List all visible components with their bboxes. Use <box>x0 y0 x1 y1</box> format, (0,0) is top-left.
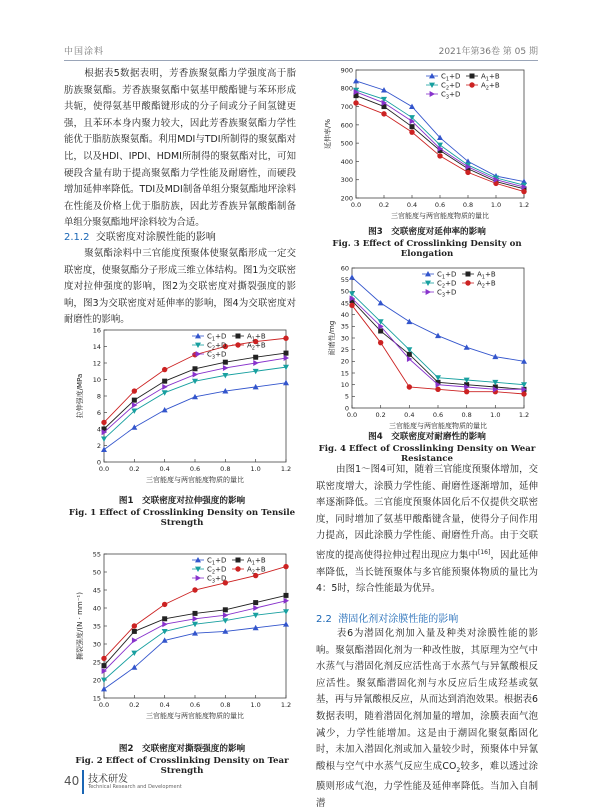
section-number: 2.1.2 <box>64 232 90 243</box>
reference-16: [16] <box>478 548 491 556</box>
x-tick-label: 0.4 <box>159 701 170 709</box>
data-point <box>132 398 137 403</box>
series-line <box>356 96 524 189</box>
x-tick-label: 0.0 <box>98 701 110 709</box>
y-tick-label: 25 <box>92 658 101 667</box>
data-point <box>437 153 442 158</box>
data-point <box>223 365 228 371</box>
series-A1+B <box>102 351 289 432</box>
legend-label: $C_3+D$ <box>207 574 227 585</box>
series-C3+D <box>102 598 289 674</box>
y-tick-label: 30 <box>92 640 101 649</box>
x-tick-label: 0.8 <box>220 701 231 709</box>
legend-label: $A_2+B$ <box>247 565 266 576</box>
figure-1-caption-en: Fig. 1 Effect of Crosslinking Density on Tensile Strength <box>68 508 296 528</box>
x-tick-label: 0.2 <box>375 411 386 419</box>
y-tick-label: 900 <box>340 66 353 75</box>
data-point <box>223 360 228 365</box>
section-heading-2-2 <box>316 610 458 625</box>
x-tick-label: 0.0 <box>98 465 110 473</box>
x-tick-label: 1.2 <box>518 411 530 419</box>
y-axis-label: 拉伸强度/MPa <box>76 373 84 419</box>
x-tick-label: 0.6 <box>434 201 446 209</box>
y-tick-label: 12 <box>92 359 101 368</box>
data-point <box>284 351 289 356</box>
y-tick-label: 30 <box>340 334 349 343</box>
data-point <box>283 336 288 341</box>
figure-1-caption-cn: 图1 交联密度对拉伸强度的影响 <box>118 496 246 506</box>
data-point <box>349 274 355 279</box>
y-tick-label: 25 <box>340 346 349 355</box>
y-axis-label: 耐磨性/mg <box>328 320 336 356</box>
data-point <box>409 104 415 109</box>
figure-3-caption-en: Fig. 3 Effect of Crosslinking Density on Elongation <box>332 239 522 259</box>
y-tick-label: 50 <box>340 287 349 296</box>
data-point <box>193 372 198 378</box>
y-tick-label: 300 <box>340 176 353 185</box>
figure-3-caption-cn: 图3 交联密度对延伸率的影响 <box>368 227 486 237</box>
y-tick-label: 15 <box>340 369 349 378</box>
y-tick-label: 40 <box>340 311 349 320</box>
data-point <box>409 129 414 134</box>
y-tick-label: 35 <box>92 622 101 631</box>
y-tick-label: 8 <box>96 392 101 401</box>
x-tick-label: 0.4 <box>406 201 418 209</box>
data-point <box>101 656 106 661</box>
y-tick-label: 10 <box>92 375 101 384</box>
left-paragraph-2-text: 聚氨酯涂料中三官能度预聚体使聚氨酯形成一定交联密度，使聚氨酯分子形成三维立体结构。图1为交联密度对拉伸强度的影响，图2为交联密度对撕裂强度的影响，图3为交联密度对延伸率的影响，图4为交联密度对耐磨性的影响。 <box>64 248 296 326</box>
data-point <box>132 402 137 408</box>
legend-marker <box>236 558 241 563</box>
figure-1-chart <box>64 322 300 490</box>
data-point <box>406 319 412 324</box>
x-axis-label: 三官能度与两官能度物质的量比 <box>389 422 487 430</box>
legend-label: $C_3+D$ <box>437 288 457 299</box>
data-point <box>131 424 137 429</box>
figure-4-chart <box>316 262 538 434</box>
y-tick-label: 2 <box>96 441 101 450</box>
data-point <box>101 447 107 452</box>
right-paragraph-1-text-b: ，因此延伸率降低，当长链预聚体与多官能预聚体物质的量比为4：5时，综合性能最为优异。 <box>316 550 538 595</box>
left-paragraph-2 <box>64 246 296 329</box>
figure-2-caption-en: Fig. 2 Effect of Crosslinking Density on Tear Strength <box>75 756 289 776</box>
x-tick-label: 0.6 <box>189 465 201 473</box>
data-point <box>283 380 289 385</box>
data-point <box>162 621 167 627</box>
section-2-2-number: 2.2 <box>316 614 332 625</box>
legend-marker <box>196 351 201 357</box>
legend-label: $A_1+B$ <box>477 270 496 281</box>
y-tick-label: 4 <box>96 425 101 434</box>
x-tick-label: 1.2 <box>280 465 292 473</box>
legend-marker <box>235 566 240 571</box>
data-point <box>101 420 106 425</box>
series-C2+D <box>101 365 289 442</box>
data-point <box>101 437 107 442</box>
data-point <box>353 78 359 83</box>
data-point <box>381 111 386 116</box>
data-point <box>253 600 258 605</box>
y-tick-label: 16 <box>92 326 101 335</box>
data-point <box>464 344 470 349</box>
data-point <box>253 605 258 611</box>
x-tick-label: 0.2 <box>378 201 390 209</box>
data-point <box>132 623 137 628</box>
data-point <box>193 611 198 616</box>
data-point <box>464 389 469 394</box>
legend-marker <box>236 334 241 339</box>
y-tick-label: 6 <box>96 408 101 417</box>
data-point <box>253 355 258 360</box>
data-point <box>378 329 383 334</box>
y-tick-label: 50 <box>92 568 101 577</box>
series-C2+D <box>349 291 527 387</box>
journal-name: 中国涂料 <box>64 47 105 57</box>
data-point <box>283 621 289 626</box>
figure-3-chart <box>316 64 538 224</box>
x-axis-label: 三官能度与两官能度物质的量比 <box>391 212 489 220</box>
data-point <box>407 384 412 389</box>
data-point <box>349 303 354 308</box>
data-point <box>521 391 526 396</box>
data-point <box>353 100 358 105</box>
right-paragraph-2-text: 表6为潜固化剂加入量及种类对涂膜性能的影响。聚氨酯潜固化剂为一种改性胺，其原理为空气中水蒸气与潜固化剂反应活性高于水蒸气与异氰酸根反应活性。聚氨酯潜固化剂与水反应后生成羟基或氨基，再与异氰酸根反应，从而达到消泡效果。根据表6数据表明，随着潜固化剂加量的增加，涂膜表面气泡减少，力学性能增加。这是由于潮固化聚氨酯固化时，未加入潜固化剂或加入量较少时，预聚体中异氰酸根与空气中水蒸气反应生成CO <box>316 628 538 772</box>
legend-label: $C_3+D$ <box>207 350 227 361</box>
y-tick-label: 20 <box>340 357 349 366</box>
data-point <box>378 340 383 345</box>
header-divider <box>64 60 538 61</box>
legend-label: $C_2+D$ <box>437 279 457 290</box>
footer-column-en: Technical Research and Development <box>88 784 182 790</box>
y-tick-label: 0 <box>344 404 349 413</box>
x-tick-label: 0.0 <box>346 411 358 419</box>
data-point <box>132 629 137 634</box>
data-point <box>223 607 228 612</box>
data-point <box>465 170 470 175</box>
x-tick-label: 0.2 <box>129 465 140 473</box>
x-tick-label: 0.0 <box>350 201 362 209</box>
data-point <box>192 587 197 592</box>
y-tick-label: 800 <box>340 84 353 93</box>
y-tick-label: 700 <box>340 102 353 111</box>
right-paragraph-1 <box>316 462 538 598</box>
x-tick-label: 1.0 <box>490 201 502 209</box>
data-point <box>102 663 107 668</box>
series-line <box>356 81 524 182</box>
right-paragraph-2 <box>316 626 538 812</box>
data-point <box>162 407 168 412</box>
y-tick-label: 600 <box>340 121 353 130</box>
x-axis-label: 三官能度与两官能度物质的量比 <box>146 712 244 720</box>
legend <box>192 556 266 584</box>
x-tick-label: 1.0 <box>250 465 261 473</box>
left-paragraph-1 <box>64 66 296 232</box>
y-tick-label: 45 <box>340 299 349 308</box>
x-tick-label: 1.2 <box>280 701 292 709</box>
y-axis-label: 延伸率/% <box>324 118 332 150</box>
series-C1+D <box>353 78 527 184</box>
x-tick-label: 0.4 <box>404 411 415 419</box>
figure-4-caption-en: Fig. 4 Effect of Crosslinking Density on Wear Resistance <box>318 444 536 464</box>
legend-label: $C_1+D$ <box>441 72 461 83</box>
y-tick-label: 15 <box>92 694 101 703</box>
series-line <box>104 383 286 450</box>
data-point <box>435 333 441 338</box>
x-tick-label: 1.0 <box>250 701 261 709</box>
legend-marker <box>196 575 201 581</box>
legend-label: $A_1+B$ <box>247 332 266 343</box>
legend-marker <box>469 82 474 87</box>
figure-4-caption-cn: 图4 交联密度对耐磨性的影响 <box>368 432 486 442</box>
x-tick-label: 0.6 <box>432 411 444 419</box>
y-axis-label: 撕裂强度/(N · mm⁻¹) <box>76 592 84 660</box>
legend-label: $C_2+D$ <box>207 565 227 576</box>
page-number: 40 <box>64 774 80 788</box>
y-tick-label: 10 <box>340 381 349 390</box>
data-point <box>410 124 415 129</box>
data-point <box>162 367 167 372</box>
y-tick-label: 200 <box>340 194 353 203</box>
data-point <box>284 593 289 598</box>
legend-label: $C_1+D$ <box>207 556 227 567</box>
legend-marker <box>465 280 470 285</box>
data-point <box>193 366 198 371</box>
legend-label: $C_2+D$ <box>441 81 461 92</box>
series-line <box>104 353 286 429</box>
data-point <box>132 637 137 643</box>
legend-label: $A_2+B$ <box>481 81 500 92</box>
data-point <box>162 629 168 634</box>
legend <box>426 72 500 100</box>
y-tick-label: 40 <box>92 604 101 613</box>
y-tick-label: 400 <box>340 157 353 166</box>
y-tick-label: 35 <box>340 322 349 331</box>
data-point <box>162 384 167 390</box>
legend-marker <box>470 74 475 79</box>
legend-marker <box>466 272 471 277</box>
legend-label: $C_1+D$ <box>437 270 457 281</box>
data-point <box>253 360 258 366</box>
legend-label: $C_2+D$ <box>207 341 227 352</box>
x-tick-label: 0.8 <box>220 465 231 473</box>
data-point <box>192 379 198 384</box>
y-tick-label: 500 <box>340 139 353 148</box>
legend-label: $A_2+B$ <box>477 279 496 290</box>
y-tick-label: 0 <box>96 458 101 467</box>
section-title: 交联密度对涂膜性能的影响 <box>95 232 216 243</box>
legend-marker <box>235 342 240 347</box>
legend-label: $A_2+B$ <box>247 341 266 352</box>
x-tick-label: 0.8 <box>461 411 472 419</box>
legend <box>422 270 496 298</box>
y-tick-label: 20 <box>92 676 101 685</box>
data-point <box>162 602 167 607</box>
data-point <box>162 616 167 621</box>
section-2-2-title: 潜固化剂对涂膜性能的影响 <box>338 614 459 625</box>
section-heading-2-1-2 <box>64 228 216 243</box>
legend-label: $A_1+B$ <box>481 72 500 83</box>
figure-2-chart <box>64 546 300 726</box>
right-paragraph-2-text-b: 较多，难以透过涂膜则形成气泡，力学性能及延伸率降低。当加入自制潜 <box>316 760 538 809</box>
data-point <box>223 612 228 618</box>
data-point <box>132 388 137 393</box>
legend-label: $A_1+B$ <box>247 556 266 567</box>
legend-marker <box>426 289 431 295</box>
y-tick-label: 14 <box>92 342 101 351</box>
x-tick-label: 0.8 <box>462 201 474 209</box>
data-point <box>435 387 440 392</box>
x-tick-label: 0.6 <box>189 701 201 709</box>
co2-subscript: 2 <box>456 766 461 774</box>
data-point <box>193 616 198 622</box>
x-tick-label: 1.0 <box>490 411 501 419</box>
data-point <box>101 686 107 691</box>
x-tick-label: 0.2 <box>129 701 140 709</box>
x-tick-label: 1.2 <box>518 201 530 209</box>
left-paragraph-1-text: 根据表5数据表明，芳香族聚氨酯力学强度高于脂肪族聚氨酯。芳香族聚氨酯中氨基甲酸酯键与苯环形成共轭，使得氨基甲酸酯键形成的分子间或分子间氢键更强，且苯环本身内聚力较大，因此芳香族聚氨酯力学性能优于脂肪族聚氨酯。利用MDI与TDI所制得的聚氨酯对比，以及HDI、IPDI、HDMI所制得的聚氨酯对比，可知硬段含量有助于提高聚氨酯力学性能及耐磨性，而硬段增加延伸率降低。TDI及MDI制备单组分聚氨酯地坪涂料在性能及价格上优于脂肪族，因此芳香族异氰酸酯制备单组分聚氨酯地坪涂料较为合适。 <box>64 68 296 229</box>
y-tick-label: 45 <box>92 586 101 595</box>
legend-marker <box>430 91 435 97</box>
issue-info: 2021年第36卷 第 05 期 <box>438 47 538 57</box>
legend-label: $C_3+D$ <box>441 90 461 101</box>
footer-column-cn: 技术研发 <box>88 774 128 785</box>
footer-accent-bar <box>82 770 84 794</box>
right-paragraph-1-text: 由图1～图4可知，随着三官能度预聚体增加，交联密度增大，涂膜力学性能、耐磨性逐渐增加，延伸率逐渐降低。三官能度预聚体固化后不仅提供交联密度，同时增加了氨基甲酸酯键含量，使得分子间作用力提高，因此涂膜力学性能、耐磨性升高。由于交联密度的提高使得拉伸过程出现应力集中 <box>316 464 538 562</box>
y-tick-label: 60 <box>340 264 349 273</box>
legend-label: $C_1+D$ <box>207 332 227 343</box>
figure-2-caption-cn: 图2 交联密度对撕裂强度的影响 <box>118 744 246 754</box>
data-point <box>162 379 167 384</box>
y-tick-label: 55 <box>340 276 349 285</box>
data-point <box>283 564 288 569</box>
data-point <box>162 390 168 395</box>
y-tick-label: 5 <box>344 392 349 401</box>
x-axis-label: 三官能度与两官能度物质的量比 <box>146 476 244 484</box>
x-tick-label: 0.4 <box>159 465 170 473</box>
y-tick-label: 55 <box>92 550 101 559</box>
